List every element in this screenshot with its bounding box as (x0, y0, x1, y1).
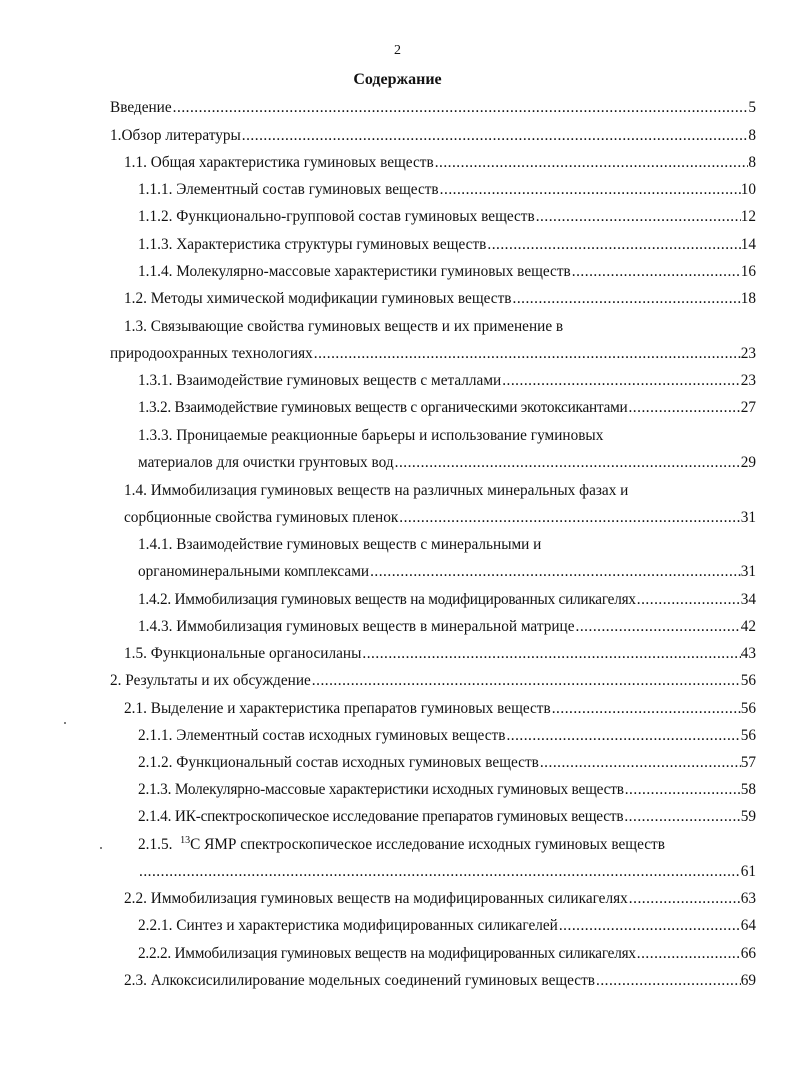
toc-entry-page: 59 (740, 808, 756, 825)
toc-leader-dots (501, 370, 741, 392)
toc-entry (124, 888, 756, 910)
toc-entry-title: Введение (110, 99, 172, 116)
toc-entry-title: сорбционные свойства гуминовых пленок (124, 509, 399, 526)
toc-entry (138, 234, 756, 256)
toc-leader-dots (575, 616, 741, 638)
toc-entry-title: 1.4.3. Иммобилизация гуминовых веществ в минеральной матрице (138, 618, 575, 635)
toc-entry-page: 58 (740, 781, 756, 798)
toc-entry (138, 561, 756, 583)
toc-entry-title: 1.3.2. Взаимодействие гуминовых веществ с органическими экотоксикантами (138, 399, 628, 416)
toc-entry-title: 1.4.1. Взаимодействие гуминовых веществ с минеральными и (138, 536, 542, 553)
toc-entry-title: 2.2.1. Синтез и характеристика модифицированных силикагелей (138, 917, 558, 934)
toc-leader-dots (636, 943, 741, 965)
toc-entry (138, 206, 756, 228)
toc-entry-title: С ЯМР спектроскопическое исследование исходных гуминовых веществ (190, 836, 665, 853)
toc-entry-title: 2.2. Иммобилизация гуминовых веществ на модифицированных силикагелях (124, 890, 628, 907)
page-number: 2 (394, 43, 401, 58)
toc-entry-line (138, 534, 541, 556)
toc-entry-page: 23 (740, 372, 756, 389)
toc-entry (138, 752, 756, 774)
toc-entry-page: 31 (740, 509, 756, 526)
toc-leader-dots (398, 507, 740, 529)
toc-entry (138, 806, 756, 828)
toc-entry-page: 42 (740, 618, 756, 635)
toc-entry-title: 1.4.2. Иммобилизация гуминовых веществ на модифицированных силикагелях (138, 591, 636, 608)
toc-entry (124, 152, 756, 174)
toc-entry-title: 1.1.1. Элементный состав гуминовых веществ (138, 181, 439, 198)
toc-title: Содержание (353, 71, 442, 88)
toc-entry-line (138, 834, 756, 856)
toc-entry-page: 34 (740, 591, 756, 608)
toc-leader-dots (624, 779, 741, 801)
toc-entry (110, 97, 756, 119)
toc-entry-title: 2.1.3. Молекулярно-массовые характеристики исходных гуминовых веществ (138, 781, 624, 798)
toc-leader-dots (627, 397, 740, 419)
toc-leader-dots (172, 97, 749, 119)
toc-entry-line (138, 425, 603, 447)
toc-leader-dots (539, 752, 741, 774)
toc-entry-title: 1.1.3. Характеристика структуры гуминовых веществ (138, 236, 487, 253)
toc-entry (124, 698, 756, 720)
toc-entry (138, 915, 756, 937)
toc-entry-page: 57 (740, 754, 756, 771)
toc-entry-title: 1.4. Иммобилизация гуминовых веществ на различных минеральных фазах и (124, 482, 629, 499)
toc-entry-page: 8 (748, 127, 756, 144)
toc-entry-page: 12 (740, 208, 756, 225)
toc-entry-page: 43 (740, 645, 756, 662)
toc-entry-title: 2.1.1. Элементный состав исходных гуминовых веществ (138, 727, 506, 744)
toc-leader-dots (535, 206, 741, 228)
toc-entry (124, 288, 756, 310)
toc-entry (124, 643, 756, 665)
toc-entry-line (124, 480, 628, 502)
toc-entry (138, 616, 756, 638)
toc-entry (138, 397, 756, 419)
toc-entry-page: 29 (740, 454, 756, 471)
toc-entry-title: 2.1.4. ИК-спектроскопическое исследование препаратов гуминовых веществ (138, 808, 624, 825)
toc-entry-page: 14 (740, 236, 756, 253)
toc-leader-dots (595, 970, 741, 992)
toc-entry (138, 943, 756, 965)
toc-entry-page: 23 (740, 345, 756, 362)
toc-leader-dots (623, 806, 740, 828)
toc-leader-dots (439, 179, 741, 201)
toc-entry-page: 8 (748, 154, 756, 171)
toc-entry-number: 2.1.5. (138, 836, 181, 853)
toc-entry-title: органоминеральными комплексами (138, 563, 370, 580)
toc-entry (138, 370, 756, 392)
toc-leader-dots (512, 288, 741, 310)
toc-leader-dots (241, 125, 749, 147)
toc-entry-title: 2.3. Алкоксисилилирование модельных соединений гуминовых веществ (124, 972, 595, 989)
toc-entry-title: природоохранных технологиях (110, 345, 313, 362)
toc-leader-dots (628, 888, 741, 910)
toc-leader-dots (486, 234, 740, 256)
toc-leader-dots (551, 698, 741, 720)
toc-entry-page: 61 (740, 863, 756, 880)
toc-entry (110, 125, 756, 147)
toc-entry-page: 5 (748, 99, 756, 116)
toc-entry-title: 1.3.1. Взаимодействие гуминовых веществ с металлами (138, 372, 502, 389)
toc-entry (138, 179, 756, 201)
toc-entry-title: 1.3.3. Проницаемые реакционные барьеры и использование гуминовых (138, 427, 604, 444)
toc-entry-title: 2.1.2. Функциональный состав исходных гуминовых веществ (138, 754, 539, 771)
toc-entry-page: 27 (740, 399, 756, 416)
toc-entry-page: 31 (740, 563, 756, 580)
toc-leader-dots (394, 452, 741, 474)
toc-entry-page: 56 (740, 727, 756, 744)
toc-leader-dots (138, 861, 741, 883)
toc-entry-title: 2. Результаты и их обсуждение (110, 672, 311, 689)
scan-speck (100, 847, 102, 849)
toc-entry-title: 2.1. Выделение и характеристика препаратов гуминовых веществ (124, 700, 551, 717)
toc-entry (110, 670, 756, 692)
toc-entry-title: 1.1. Общая характеристика гуминовых веществ (124, 154, 434, 171)
toc-leader-dots (313, 343, 741, 365)
toc-entry (138, 261, 756, 283)
toc-entry (110, 343, 756, 365)
toc-entry-title: материалов для очистки грунтовых вод (138, 454, 394, 471)
toc-leader-dots (369, 561, 741, 583)
toc-leader-dots (558, 915, 741, 937)
toc-entry-title: 1.1.4. Молекулярно-массовые характеристики гуминовых веществ (138, 263, 571, 280)
toc-entry-page: 56 (740, 700, 756, 717)
toc-leader-dots (311, 670, 741, 692)
toc-entry-page: 10 (740, 181, 756, 198)
toc-leader-dots (636, 589, 741, 611)
toc-entry-page: 66 (740, 945, 756, 962)
toc-entry-title: 2.2.2. Иммобилизация гуминовых веществ на модифицированных силикагелях (138, 945, 636, 962)
toc-entry-page: 63 (740, 890, 756, 907)
toc-leader-dots (361, 643, 740, 665)
toc-entry-title: 1.3. Связывающие свойства гуминовых веществ и их применение в (124, 318, 564, 335)
toc-entry-line (124, 316, 563, 338)
toc-entry-page: 18 (740, 290, 756, 307)
toc-entry-title: 1.2. Методы химической модификации гуминовых веществ (124, 290, 512, 307)
isotope-superscript: 13 (180, 835, 191, 846)
toc-entry-page: 16 (740, 263, 756, 280)
toc-entry-page: 64 (740, 917, 756, 934)
toc-entry-title: 1.1.2. Функционально-групповой состав гуминовых веществ (138, 208, 535, 225)
toc-entry (138, 452, 756, 474)
toc-leader-dots (505, 725, 740, 747)
toc-entry-title: 1.Обзор литературы (110, 127, 241, 144)
toc-leader-dots (571, 261, 741, 283)
toc-entry (124, 970, 756, 992)
scan-speck (64, 722, 66, 724)
toc-entry-page: 56 (740, 672, 756, 689)
toc-entry (138, 861, 756, 883)
toc-entry-page: 69 (740, 972, 756, 989)
toc-leader-dots (434, 152, 749, 174)
toc-entry (138, 725, 756, 747)
toc-entry (138, 779, 756, 801)
toc-entry (124, 507, 756, 529)
toc-entry-title: 1.5. Функциональные органосиланы (124, 645, 362, 662)
toc-entry (138, 589, 756, 611)
